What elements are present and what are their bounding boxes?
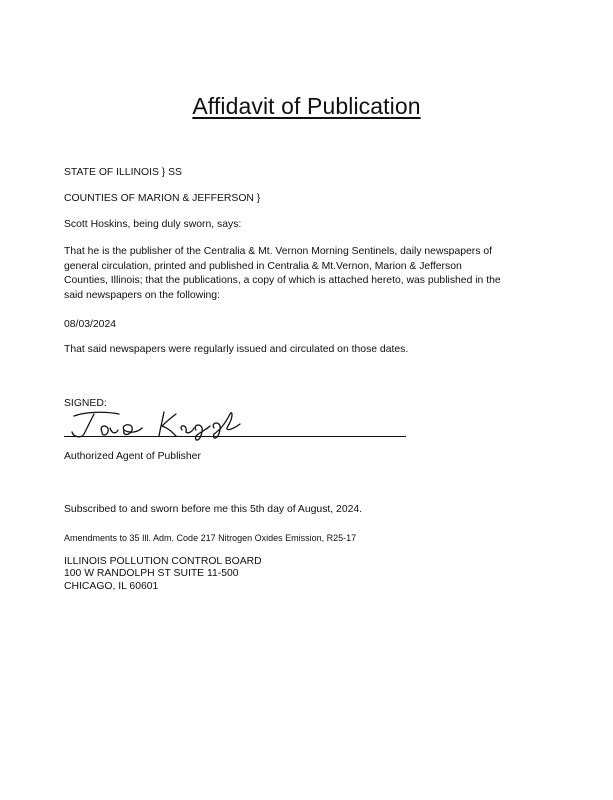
signature-line	[64, 436, 406, 437]
paragraph-line: general circulation, printed and published in Centralia & Mt.Vernon, Marion & Jefferson	[64, 260, 462, 272]
paragraph-line: Counties, Illinois; that the publications, a copy of which is attached hereto, was published in the	[64, 275, 501, 287]
publication-date: 08/03/2024	[64, 319, 117, 330]
counties-line: COUNTIES OF MARION & JEFFERSON }	[64, 193, 261, 204]
issued-statement: That said newspapers were regularly issued and circulated on those dates.	[64, 344, 409, 355]
publisher-paragraph	[64, 245, 554, 303]
amendment-line: Amendments to 35 Ill. Adm. Code 217 Nitrogen Oxides Emission, R25-17	[64, 533, 357, 543]
address-line: 100 W RANDOLPH ST SUITE 11-500	[64, 568, 239, 580]
sworn-statement: Scott Hoskins, being duly sworn, says:	[64, 219, 242, 230]
subscribed-line: Subscribed to and sworn before me this 5th day of August, 2024.	[64, 504, 363, 515]
handwritten-signature	[64, 408, 264, 444]
signed-label: SIGNED:	[64, 398, 107, 409]
document-title: Affidavit of Publication	[192, 93, 421, 119]
paragraph-line: said newspapers on the following:	[64, 289, 220, 301]
paragraph-line: That he is the publisher of the Centralia & Mt. Vernon Morning Sentinels, daily newspapers of	[64, 246, 492, 257]
agent-label: Authorized Agent of Publisher	[64, 451, 201, 462]
address-line: CHICAGO, IL 60601	[64, 580, 159, 592]
state-line: STATE OF ILLINOIS } SS	[64, 167, 182, 178]
address-line: ILLINOIS POLLUTION CONTROL BOARD	[64, 556, 262, 567]
recipient-address	[64, 556, 262, 593]
